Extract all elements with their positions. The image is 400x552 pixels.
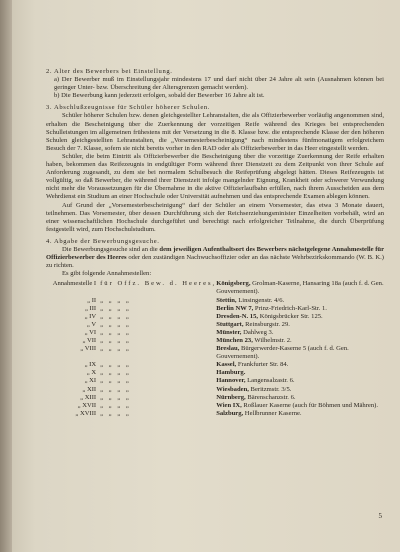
office-location: [216, 337, 384, 345]
office-ditto: „ „ „ „: [100, 296, 131, 304]
ditto-mark: „: [86, 320, 92, 328]
office-number: [46, 402, 100, 410]
ditto-mark: „: [80, 393, 85, 401]
office-number: [46, 345, 100, 361]
page-number: 5: [378, 511, 382, 520]
section-4-para-1-end: oder den zuständigen Nachwuchsoffizier oder an das nächste Wehrbezirkskommando (W. B. K.) zu richten.: [46, 254, 384, 270]
office-ditto: „ „ „ „: [100, 393, 131, 401]
office-ditto: „ „ „ „: [100, 409, 131, 417]
ditto-mark: „: [86, 369, 92, 377]
section-3: [46, 104, 384, 234]
office-city: Wiesbaden,: [216, 385, 249, 393]
office-address: Linsingenstr. 4/6.: [236, 296, 285, 304]
office-city: Hamburg.: [216, 369, 246, 377]
office-ditto: „ „ „ „: [100, 328, 131, 336]
office-number: [46, 369, 100, 377]
office-roman: IV: [89, 312, 97, 320]
office-city: Salzburg,: [216, 409, 244, 417]
section-2a: a) Der Bewerber muß im Einstellungsjahr mindestens 17 und darf nicht über 24 Jahre alt sein (Ausnahmen können bei geringer Unter- bzw. Überschreitung der Altersgrenzen gemacht werden).: [54, 76, 384, 92]
office-row: [46, 377, 384, 385]
office-roman: VI: [89, 328, 97, 336]
office-location: [216, 394, 384, 402]
office-row: [46, 394, 384, 402]
office-city: Berlin NW 7,: [216, 304, 254, 312]
office-row: [46, 386, 384, 394]
office-location: [216, 321, 384, 329]
office-city: Breslau,: [216, 345, 240, 353]
office-city: Königsberg,: [216, 280, 251, 288]
office-location: [216, 369, 384, 377]
ditto-mark: „: [77, 401, 83, 409]
office-address: Beritzmstr. 3/5.: [248, 385, 292, 393]
office-ditto: „ „ „ „: [100, 369, 131, 377]
office-location: [216, 402, 384, 410]
office-roman: II: [91, 296, 97, 304]
office-ditto: „ „ „ „: [100, 361, 131, 369]
section-4-intro: Es gibt folgende Annahmestellen:: [62, 270, 152, 278]
office-city: Wien IX,: [216, 401, 242, 409]
office-ditto: „ „ „ „: [100, 345, 131, 353]
office-address: Prinz-Friedrich-Karl-Str. 1.: [253, 304, 327, 312]
office-ditto: für Offz. Bew. d. Heeres,: [100, 280, 217, 288]
ditto-mark: „: [84, 312, 90, 320]
section-2b: b) Die Bewerbung kann jederzeit erfolgen, sobald der Bewerber 16 Jahre alt ist.: [54, 92, 265, 100]
office-city: Stettin,: [216, 296, 237, 304]
office-row: [46, 297, 384, 305]
office-roman: VII: [86, 337, 97, 344]
office-number: [46, 386, 100, 394]
office-roman: III: [89, 304, 97, 312]
office-row: [46, 345, 384, 361]
office-address: Reinsburgstr. 29.: [243, 320, 290, 328]
office-ditto: „ „ „ „: [100, 337, 131, 344]
ditto-mark: „: [82, 385, 87, 393]
office-roman: XII: [86, 385, 97, 393]
office-number: [46, 297, 100, 305]
office-row: [46, 329, 384, 337]
office-city: Hannover,: [216, 377, 246, 385]
office-address: Wilhelmstr. 2.: [252, 337, 292, 344]
office-roman: XVII: [82, 401, 97, 409]
section-3-para-1: Schüler höherer Schulen bzw. denen gleichgestellter Lehranstalten, die als Offizierbewerber vorläufig angenommen sind, erhalten die Bescheinigung über die Zuerkennung der vorzeitigen Reife während des Krieges bei entsprechenden Schulleistungen im allgemeinen frühestens mit der Versetzung in die 8. Klasse bzw. die entsprechende Klasse der den höheren Schulen gleichgestellten Lehranstalten, die „Vorsemesterbescheinigung“ nach mindestens fünfmonatigem erfolgreichem Besuch der 7. Klasse, sofern sie nicht bereits vorher in den RAD oder als Offizierbewerber in das Heer eingestellt werden.: [46, 112, 384, 152]
office-roman: XIII: [84, 393, 97, 401]
section-4-para-1: [46, 246, 384, 270]
office-row: [46, 313, 384, 321]
office-row: [46, 280, 384, 296]
office-address: Roßlauer Kaserne (auch für Böhmen und Mähren).: [241, 401, 378, 409]
office-city: Stuttgart,: [216, 320, 244, 328]
office-number: [46, 305, 100, 313]
office-ditto: „ „ „ „: [100, 312, 131, 320]
ditto-mark: „: [84, 377, 90, 385]
office-row: [46, 305, 384, 313]
office-row: [46, 321, 384, 329]
office-number: [46, 377, 100, 385]
office-roman: XI: [89, 377, 97, 385]
binding-edge: [0, 0, 12, 552]
office-ditto: „ „ „ „: [100, 320, 131, 328]
office-address: Frankfurter Str. 84.: [236, 361, 289, 369]
section-3-para-3: Auf Grund der „Vorsemesterbescheinigung“ darf der Schüler an einem Vorsemester, das etwa 3 Monate dauert, teilnehmen. Das Vorsemester, über dessen Durchführung sich der Reichserziehungsminister Einzelheiten vorbehält, wird an einer wissenschaftlichen Hochschule durchgeführt und berechtigt nach erfolgreicher Teilnahme, die durch Überprüfung festgestellt wird, zum Hochschulstudium.: [46, 201, 384, 233]
section-2-heading: 2. Alter des Bewerbers bei Einstellung.: [46, 68, 173, 75]
office-location: [216, 297, 384, 305]
ditto-mark: „: [80, 345, 85, 353]
office-row: [46, 410, 384, 418]
office-location: [216, 313, 384, 321]
office-number: [46, 321, 100, 329]
office-city: Münster,: [216, 328, 242, 336]
office-number: [46, 329, 100, 337]
section-2: [46, 68, 384, 100]
office-number: [46, 280, 100, 296]
office-row: [46, 369, 384, 377]
office-city: Nürnberg,: [216, 393, 246, 401]
office-ditto: „ „ „ „: [100, 401, 131, 409]
office-roman: X: [91, 369, 97, 377]
office-location: [216, 305, 384, 313]
office-number: [46, 394, 100, 402]
office-row: [46, 361, 384, 369]
document-page: [12, 0, 400, 552]
office-ditto: „ „ „ „: [100, 304, 131, 312]
office-location: [216, 410, 384, 418]
office-roman: XVIII: [79, 409, 97, 417]
office-address: Langensalzastr. 6.: [245, 377, 295, 385]
office-lead-label: Annahmestelle: [52, 280, 94, 288]
ditto-mark: „: [75, 409, 80, 417]
office-address: Bärenschanzstr. 6.: [245, 393, 296, 401]
ditto-mark: „: [84, 328, 90, 336]
office-ditto: „ „ „ „: [100, 385, 131, 393]
office-number: [46, 361, 100, 369]
office-roman: V: [91, 320, 97, 328]
office-location: [216, 361, 384, 369]
office-table: [46, 280, 384, 418]
section-4: [46, 238, 384, 418]
ditto-mark: „: [84, 361, 90, 369]
section-4-heading: 4. Abgabe der Bewerbungsgesuche.: [46, 237, 160, 245]
office-address: Bürgerwerder-Kaserne 5 (auch f. d. Gen. Gouvernement).: [216, 345, 349, 361]
office-address: Dahlweg 3.: [241, 328, 274, 336]
office-number: [46, 337, 100, 345]
office-location: [216, 280, 384, 296]
office-location: [216, 329, 384, 337]
office-roman: I: [93, 280, 97, 288]
office-city: Kassel,: [216, 361, 237, 369]
office-city: München 23,: [216, 337, 253, 344]
office-roman: VIII: [84, 345, 97, 353]
office-number: [46, 313, 100, 321]
office-address: Hellbrunner Kaserne.: [243, 409, 302, 417]
office-number: [46, 410, 100, 418]
office-row: [46, 337, 384, 345]
office-location: [216, 386, 384, 394]
office-location: [216, 377, 384, 385]
office-location: [216, 345, 384, 361]
ditto-mark: „: [84, 304, 90, 312]
office-address: Grolman-Kaserne, Hansaring 18a (auch f. d. Gen. Gouvernement).: [216, 280, 384, 296]
office-city: Dresden-N. 15,: [216, 312, 259, 320]
section-4-para-1-bold: dem jeweiligen Aufenthaltsort des Bewerbers nächstgelegene Annahmestelle für Offizierbewerber des Heeres: [46, 245, 385, 262]
office-ditto: „ „ „ „: [100, 377, 131, 385]
section-4-para-1-start: Die Bewerbungsgesuche sind an die: [62, 245, 160, 253]
section-3-para-2: Schüler, die beim Eintritt als Offizierbewerber die Bescheinigung über die vorzeitige Zuerkennung der Reife erhalten haben, bekommen das Reifezeugnis in endgültiger Form während ihrer Dienstzeit zu dem Zeitpunkt von ihrer Schule auf Anforderung zugesandt, zu dem sie bei normalem Schulbesuch die Reifeprüfung abgelegt hätten. Dieses Reifezeugnis ist vollgültig, so daß Bewerber, die während ihrer Dienstzeit infolge mangelnder Eignung, Krankheit oder schwerer Verwundung nicht mehr die Voraussetzungen für die Übernahme in die aktive Offizierlaufbahn erfüllen, nach ihrem Ausscheiden aus dem Wehrdienst ein Studium an einer Hochschule oder Universität aufnehmen und das entsprechende Examen ablegen können.: [46, 152, 384, 201]
office-roman: IX: [89, 361, 97, 369]
ditto-mark: „: [82, 337, 87, 344]
office-row: [46, 402, 384, 410]
ditto-mark: „: [87, 296, 92, 304]
office-address: Königsbrücker Str. 125.: [258, 312, 323, 320]
section-3-heading: 3. Abschlußzeugnisse für Schüler höherer Schulen.: [46, 104, 210, 112]
